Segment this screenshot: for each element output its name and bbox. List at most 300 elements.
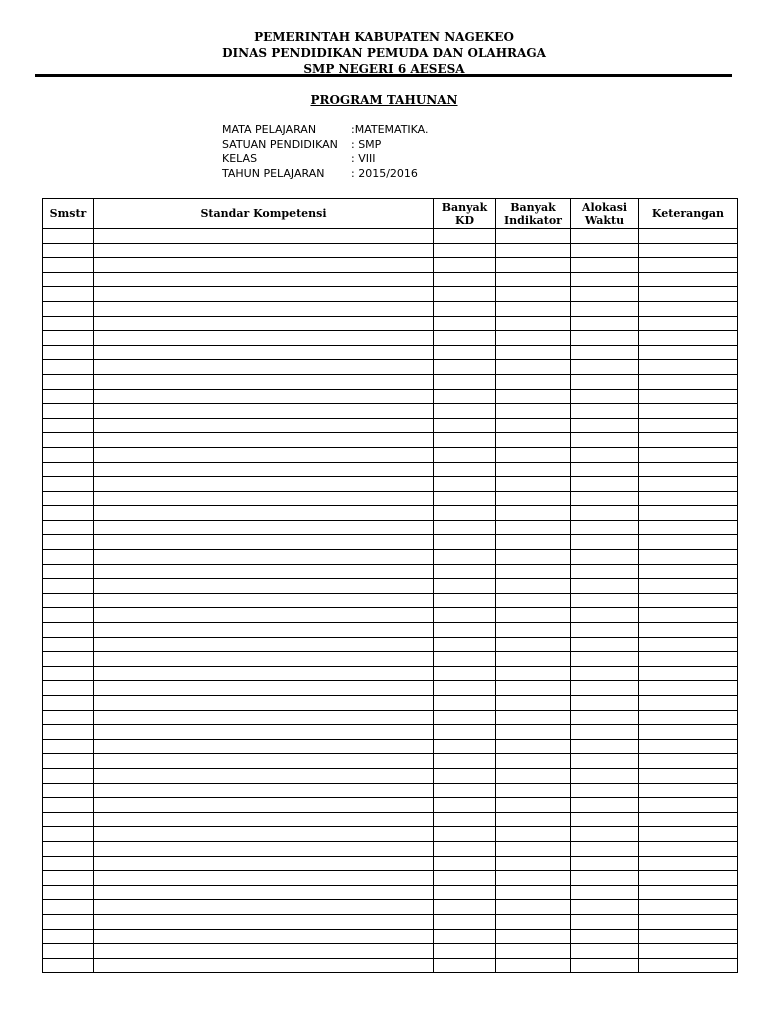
cell-alokasi-waktu	[571, 885, 639, 900]
cell-keterangan	[639, 243, 738, 258]
table-row	[43, 623, 738, 638]
cell-alokasi-waktu	[571, 258, 639, 273]
cell-standar-kompetensi	[94, 564, 434, 579]
cell-banyak-indikator	[496, 491, 571, 506]
cell-banyak-kd	[434, 433, 496, 448]
table-row	[43, 418, 738, 433]
cell-banyak-indikator	[496, 725, 571, 740]
table-header-row	[43, 199, 738, 229]
cell-banyak-kd	[434, 404, 496, 419]
cell-keterangan	[639, 783, 738, 798]
table-row	[43, 287, 738, 302]
table-row	[43, 272, 738, 287]
cell-semester	[43, 900, 94, 915]
cell-banyak-indikator	[496, 783, 571, 798]
cell-banyak-kd	[434, 579, 496, 594]
cell-standar-kompetensi	[94, 871, 434, 886]
info-value: : SMP	[351, 137, 382, 151]
cell-keterangan	[639, 827, 738, 842]
cell-alokasi-waktu	[571, 287, 639, 302]
cell-banyak-indikator	[496, 608, 571, 623]
cell-banyak-indikator	[496, 301, 571, 316]
cell-banyak-kd	[434, 754, 496, 769]
column-header-banyak-indikator: Banyak Indikator	[496, 199, 571, 229]
cell-semester	[43, 374, 94, 389]
cell-standar-kompetensi	[94, 958, 434, 973]
cell-banyak-indikator	[496, 243, 571, 258]
cell-banyak-kd	[434, 258, 496, 273]
table-row	[43, 374, 738, 389]
cell-keterangan	[639, 885, 738, 900]
table-row	[43, 331, 738, 346]
cell-keterangan	[639, 754, 738, 769]
cell-semester	[43, 550, 94, 565]
cell-alokasi-waktu	[571, 374, 639, 389]
cell-semester	[43, 447, 94, 462]
cell-banyak-indikator	[496, 272, 571, 287]
school-name: SMP NEGERI 6 AESESA	[303, 62, 465, 76]
cell-keterangan	[639, 710, 738, 725]
cell-alokasi-waktu	[571, 345, 639, 360]
document-header	[0, 29, 768, 77]
cell-banyak-indikator	[496, 696, 571, 711]
cell-alokasi-waktu	[571, 491, 639, 506]
cell-standar-kompetensi	[94, 710, 434, 725]
cell-banyak-kd	[434, 623, 496, 638]
cell-banyak-indikator	[496, 535, 571, 550]
cell-semester	[43, 593, 94, 608]
cell-banyak-indikator	[496, 433, 571, 448]
cell-semester	[43, 841, 94, 856]
cell-keterangan	[639, 316, 738, 331]
document-title: PROGRAM TAHUNAN	[310, 93, 458, 107]
cell-banyak-indikator	[496, 841, 571, 856]
cell-keterangan	[639, 739, 738, 754]
cell-keterangan	[639, 462, 738, 477]
cell-alokasi-waktu	[571, 404, 639, 419]
cell-banyak-indikator	[496, 258, 571, 273]
cell-banyak-indikator	[496, 710, 571, 725]
cell-alokasi-waktu	[571, 666, 639, 681]
cell-standar-kompetensi	[94, 696, 434, 711]
cell-keterangan	[639, 798, 738, 813]
cell-keterangan	[639, 856, 738, 871]
cell-banyak-indikator	[496, 623, 571, 638]
info-label: SATUAN PENDIDIKAN	[222, 137, 338, 151]
cell-keterangan	[639, 447, 738, 462]
cell-banyak-kd	[434, 374, 496, 389]
cell-banyak-indikator	[496, 856, 571, 871]
cell-banyak-kd	[434, 944, 496, 959]
cell-banyak-indikator	[496, 287, 571, 302]
table-row	[43, 783, 738, 798]
cell-semester	[43, 608, 94, 623]
cell-semester	[43, 696, 94, 711]
cell-banyak-indikator	[496, 914, 571, 929]
table-row	[43, 550, 738, 565]
cell-standar-kompetensi	[94, 258, 434, 273]
cell-keterangan	[639, 623, 738, 638]
cell-banyak-indikator	[496, 739, 571, 754]
program-table	[42, 198, 738, 973]
cell-banyak-kd	[434, 389, 496, 404]
cell-banyak-kd	[434, 447, 496, 462]
cell-keterangan	[639, 593, 738, 608]
cell-alokasi-waktu	[571, 652, 639, 667]
cell-standar-kompetensi	[94, 243, 434, 258]
table-row	[43, 958, 738, 973]
cell-semester	[43, 520, 94, 535]
cell-standar-kompetensi	[94, 477, 434, 492]
cell-alokasi-waktu	[571, 272, 639, 287]
cell-standar-kompetensi	[94, 623, 434, 638]
cell-keterangan	[639, 287, 738, 302]
cell-keterangan	[639, 229, 738, 244]
cell-keterangan	[639, 681, 738, 696]
cell-banyak-kd	[434, 418, 496, 433]
cell-semester	[43, 579, 94, 594]
cell-banyak-kd	[434, 316, 496, 331]
cell-standar-kompetensi	[94, 593, 434, 608]
table-row	[43, 404, 738, 419]
cell-standar-kompetensi	[94, 404, 434, 419]
table-row	[43, 681, 738, 696]
cell-keterangan	[639, 301, 738, 316]
cell-semester	[43, 666, 94, 681]
cell-banyak-indikator	[496, 944, 571, 959]
cell-keterangan	[639, 535, 738, 550]
cell-alokasi-waktu	[571, 768, 639, 783]
cell-keterangan	[639, 914, 738, 929]
cell-standar-kompetensi	[94, 550, 434, 565]
cell-banyak-indikator	[496, 404, 571, 419]
cell-banyak-indikator	[496, 360, 571, 375]
cell-alokasi-waktu	[571, 229, 639, 244]
cell-keterangan	[639, 345, 738, 360]
cell-semester	[43, 754, 94, 769]
cell-banyak-kd	[434, 506, 496, 521]
cell-banyak-kd	[434, 871, 496, 886]
cell-alokasi-waktu	[571, 914, 639, 929]
cell-standar-kompetensi	[94, 272, 434, 287]
info-row	[222, 167, 429, 182]
cell-keterangan	[639, 696, 738, 711]
cell-alokasi-waktu	[571, 520, 639, 535]
cell-banyak-kd	[434, 798, 496, 813]
cell-keterangan	[639, 520, 738, 535]
cell-banyak-indikator	[496, 593, 571, 608]
table-row	[43, 360, 738, 375]
cell-semester	[43, 360, 94, 375]
cell-banyak-indikator	[496, 827, 571, 842]
cell-banyak-indikator	[496, 900, 571, 915]
cell-alokasi-waktu	[571, 798, 639, 813]
cell-banyak-indikator	[496, 229, 571, 244]
table-row	[43, 798, 738, 813]
cell-banyak-kd	[434, 637, 496, 652]
cell-standar-kompetensi	[94, 608, 434, 623]
cell-standar-kompetensi	[94, 462, 434, 477]
cell-banyak-indikator	[496, 768, 571, 783]
document-info	[222, 123, 429, 182]
cell-semester	[43, 885, 94, 900]
cell-semester	[43, 258, 94, 273]
cell-semester	[43, 856, 94, 871]
cell-banyak-indikator	[496, 871, 571, 886]
cell-alokasi-waktu	[571, 871, 639, 886]
cell-banyak-kd	[434, 608, 496, 623]
cell-semester	[43, 725, 94, 740]
table-row	[43, 768, 738, 783]
cell-alokasi-waktu	[571, 316, 639, 331]
cell-keterangan	[639, 272, 738, 287]
cell-alokasi-waktu	[571, 710, 639, 725]
table-row	[43, 637, 738, 652]
table-row	[43, 229, 738, 244]
cell-standar-kompetensi	[94, 914, 434, 929]
table-row	[43, 739, 738, 754]
cell-alokasi-waktu	[571, 579, 639, 594]
table-row	[43, 389, 738, 404]
cell-keterangan	[639, 564, 738, 579]
department-name: DINAS PENDIDIKAN PEMUDA DAN OLAHRAGA	[222, 46, 546, 60]
cell-banyak-kd	[434, 768, 496, 783]
cell-banyak-kd	[434, 287, 496, 302]
cell-alokasi-waktu	[571, 841, 639, 856]
info-label: MATA PELAJARAN	[222, 123, 317, 136]
cell-banyak-kd	[434, 652, 496, 667]
cell-semester	[43, 229, 94, 244]
cell-banyak-indikator	[496, 462, 571, 477]
table-row	[43, 462, 738, 477]
cell-alokasi-waktu	[571, 739, 639, 754]
cell-banyak-indikator	[496, 652, 571, 667]
info-value: : VIII	[351, 152, 376, 166]
cell-standar-kompetensi	[94, 783, 434, 798]
cell-keterangan	[639, 433, 738, 448]
cell-standar-kompetensi	[94, 418, 434, 433]
cell-keterangan	[639, 418, 738, 433]
cell-standar-kompetensi	[94, 827, 434, 842]
cell-standar-kompetensi	[94, 433, 434, 448]
cell-keterangan	[639, 258, 738, 273]
cell-banyak-kd	[434, 243, 496, 258]
table-row	[43, 301, 738, 316]
cell-standar-kompetensi	[94, 389, 434, 404]
cell-keterangan	[639, 579, 738, 594]
cell-semester	[43, 958, 94, 973]
cell-semester	[43, 564, 94, 579]
cell-alokasi-waktu	[571, 593, 639, 608]
cell-banyak-kd	[434, 229, 496, 244]
cell-keterangan	[639, 841, 738, 856]
table-row	[43, 535, 738, 550]
cell-keterangan	[639, 652, 738, 667]
cell-standar-kompetensi	[94, 944, 434, 959]
cell-alokasi-waktu	[571, 243, 639, 258]
cell-semester	[43, 929, 94, 944]
cell-keterangan	[639, 944, 738, 959]
cell-semester	[43, 506, 94, 521]
cell-semester	[43, 768, 94, 783]
cell-standar-kompetensi	[94, 681, 434, 696]
cell-banyak-indikator	[496, 564, 571, 579]
table-row	[43, 243, 738, 258]
table-row	[43, 666, 738, 681]
cell-semester	[43, 331, 94, 346]
cell-banyak-kd	[434, 564, 496, 579]
cell-banyak-indikator	[496, 506, 571, 521]
column-header-standar-kompetensi: Standar Kompetensi	[94, 199, 434, 229]
cell-alokasi-waktu	[571, 827, 639, 842]
cell-keterangan	[639, 404, 738, 419]
cell-keterangan	[639, 477, 738, 492]
cell-standar-kompetensi	[94, 331, 434, 346]
cell-semester	[43, 739, 94, 754]
cell-standar-kompetensi	[94, 520, 434, 535]
cell-semester	[43, 652, 94, 667]
cell-alokasi-waktu	[571, 447, 639, 462]
cell-banyak-indikator	[496, 637, 571, 652]
cell-semester	[43, 404, 94, 419]
cell-semester	[43, 477, 94, 492]
cell-standar-kompetensi	[94, 856, 434, 871]
cell-banyak-kd	[434, 360, 496, 375]
column-header-banyak-kd: Banyak KD	[434, 199, 496, 229]
cell-alokasi-waktu	[571, 900, 639, 915]
cell-alokasi-waktu	[571, 418, 639, 433]
info-value: :MATEMATIKA.	[351, 123, 429, 136]
cell-alokasi-waktu	[571, 754, 639, 769]
cell-keterangan	[639, 491, 738, 506]
cell-alokasi-waktu	[571, 929, 639, 944]
cell-banyak-indikator	[496, 418, 571, 433]
cell-alokasi-waktu	[571, 506, 639, 521]
cell-banyak-kd	[434, 491, 496, 506]
cell-keterangan	[639, 506, 738, 521]
cell-alokasi-waktu	[571, 389, 639, 404]
table-row	[43, 929, 738, 944]
table-row	[43, 885, 738, 900]
cell-semester	[43, 637, 94, 652]
info-row	[222, 152, 429, 167]
cell-standar-kompetensi	[94, 491, 434, 506]
government-name: PEMERINTAH KABUPATEN NAGEKEO	[254, 30, 514, 44]
cell-alokasi-waktu	[571, 301, 639, 316]
table-row	[43, 579, 738, 594]
cell-banyak-indikator	[496, 316, 571, 331]
cell-standar-kompetensi	[94, 535, 434, 550]
info-value: : 2015/2016	[351, 167, 418, 181]
cell-semester	[43, 914, 94, 929]
cell-semester	[43, 243, 94, 258]
table-row	[43, 491, 738, 506]
cell-alokasi-waktu	[571, 462, 639, 477]
cell-keterangan	[639, 812, 738, 827]
table-row	[43, 827, 738, 842]
cell-standar-kompetensi	[94, 229, 434, 244]
table-row	[43, 345, 738, 360]
cell-standar-kompetensi	[94, 798, 434, 813]
cell-semester	[43, 623, 94, 638]
cell-banyak-kd	[434, 462, 496, 477]
cell-banyak-kd	[434, 812, 496, 827]
cell-alokasi-waktu	[571, 331, 639, 346]
table-row	[43, 710, 738, 725]
table-row	[43, 506, 738, 521]
cell-banyak-kd	[434, 841, 496, 856]
cell-alokasi-waktu	[571, 696, 639, 711]
table-row	[43, 316, 738, 331]
cell-banyak-kd	[434, 710, 496, 725]
cell-keterangan	[639, 374, 738, 389]
cell-semester	[43, 345, 94, 360]
cell-standar-kompetensi	[94, 447, 434, 462]
cell-banyak-kd	[434, 900, 496, 915]
info-row	[222, 123, 429, 138]
cell-alokasi-waktu	[571, 477, 639, 492]
info-label: TAHUN PELAJARAN	[222, 167, 325, 181]
cell-alokasi-waktu	[571, 550, 639, 565]
cell-semester	[43, 783, 94, 798]
table-row	[43, 812, 738, 827]
table-row	[43, 520, 738, 535]
cell-standar-kompetensi	[94, 885, 434, 900]
cell-standar-kompetensi	[94, 506, 434, 521]
cell-alokasi-waktu	[571, 958, 639, 973]
cell-alokasi-waktu	[571, 812, 639, 827]
cell-semester	[43, 798, 94, 813]
cell-standar-kompetensi	[94, 652, 434, 667]
cell-banyak-indikator	[496, 520, 571, 535]
cell-semester	[43, 827, 94, 842]
cell-banyak-kd	[434, 272, 496, 287]
table-row	[43, 593, 738, 608]
cell-alokasi-waktu	[571, 608, 639, 623]
info-row	[222, 138, 429, 153]
cell-semester	[43, 491, 94, 506]
cell-semester	[43, 462, 94, 477]
table-row	[43, 944, 738, 959]
cell-banyak-indikator	[496, 798, 571, 813]
table-row	[43, 900, 738, 915]
cell-keterangan	[639, 550, 738, 565]
cell-standar-kompetensi	[94, 812, 434, 827]
column-header-semester: Smstr	[43, 199, 94, 229]
cell-standar-kompetensi	[94, 360, 434, 375]
table-row	[43, 608, 738, 623]
cell-semester	[43, 272, 94, 287]
cell-banyak-kd	[434, 827, 496, 842]
cell-banyak-indikator	[496, 681, 571, 696]
cell-banyak-kd	[434, 345, 496, 360]
cell-standar-kompetensi	[94, 900, 434, 915]
cell-banyak-kd	[434, 681, 496, 696]
cell-standar-kompetensi	[94, 739, 434, 754]
cell-keterangan	[639, 768, 738, 783]
cell-banyak-indikator	[496, 345, 571, 360]
table-body	[43, 229, 738, 973]
cell-alokasi-waktu	[571, 681, 639, 696]
cell-banyak-indikator	[496, 666, 571, 681]
table-row	[43, 914, 738, 929]
cell-alokasi-waktu	[571, 944, 639, 959]
cell-keterangan	[639, 331, 738, 346]
cell-banyak-indikator	[496, 812, 571, 827]
cell-semester	[43, 710, 94, 725]
cell-semester	[43, 316, 94, 331]
cell-banyak-kd	[434, 958, 496, 973]
